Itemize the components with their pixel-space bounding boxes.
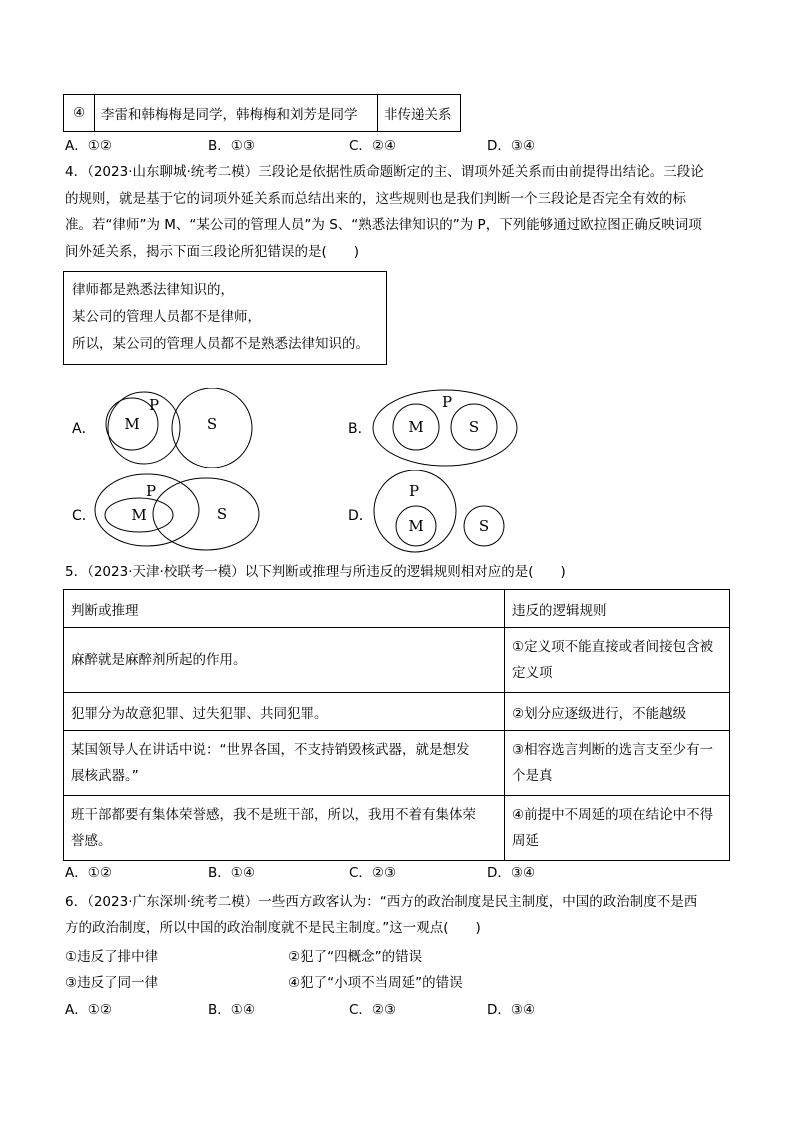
top-table — [63, 94, 461, 132]
option-c[interactable]: C．②④ — [349, 138, 397, 154]
option-a[interactable]: A．①② — [65, 138, 112, 154]
header-statement: 判断或推理 — [64, 590, 505, 628]
statement-cell: 班干部都要有集体荣誉感，我不是班干部，所以，我用不着有集体荣 誉感。 — [64, 796, 505, 861]
label-s: S — [206, 415, 218, 433]
label-s: S — [478, 517, 490, 535]
rule-cell: ②划分应逐级进行，不能越级 — [505, 693, 730, 731]
q5-table — [63, 589, 730, 861]
table-row — [64, 628, 730, 693]
choice-3: ③违反了同一律 — [65, 975, 159, 991]
option-b[interactable]: B．①④ — [208, 1002, 255, 1018]
q5-stem: 5．（2023·天津·校联考一模）以下判断或推理与所违反的逻辑规则相对应的是( ) — [65, 564, 566, 580]
circle-p — [108, 392, 180, 464]
header-rule: 违反的逻辑规则 — [505, 590, 730, 628]
option-a[interactable]: A．①② — [65, 865, 112, 881]
table-row — [64, 693, 730, 731]
option-b[interactable]: B．①④ — [208, 865, 255, 881]
statement-cell: 犯罪分为故意犯罪、过失犯罪、共同犯罪。 — [64, 693, 505, 731]
label-p: P — [408, 482, 420, 500]
euler-diagram-a[interactable] — [90, 388, 260, 468]
choice-2: ②犯了“四概念”的错误 — [288, 949, 423, 965]
option-d[interactable]: D．③④ — [487, 1002, 536, 1018]
q4-line: 间外延关系，揭示下面三段论所犯错误的是( ) — [65, 244, 360, 260]
ellipse-s — [153, 478, 259, 550]
option-b[interactable]: B．①③ — [208, 138, 255, 154]
label-s: S — [468, 418, 480, 436]
q4-line: 准。若“律师”为 M、“某公司的管理人员”为 S、“熟悉法律知识的”为 P，下列能够通过欧拉图正确反映词项 — [65, 217, 702, 233]
statement-cell: 麻醉就是麻醉剂所起的作用。 — [64, 628, 505, 693]
table-row — [64, 796, 730, 861]
label-p: P — [148, 396, 160, 414]
major-premise: 律师都是熟悉法律知识的， — [72, 282, 234, 298]
label-p: P — [441, 393, 453, 411]
rule-cell: ①定义项不能直接或者间接包含被 定义项 — [505, 628, 730, 693]
option-c-label[interactable]: C． — [72, 508, 96, 524]
row-number: ④ — [64, 95, 95, 132]
option-c[interactable]: C．②③ — [349, 1002, 397, 1018]
table-row — [64, 731, 730, 796]
choice-1: ①违反了排中律 — [65, 949, 159, 965]
table-row — [64, 95, 461, 132]
q6-line: 方的政治制度，所以中国的政治制度就不是民主制度。”这一观点( ) — [65, 920, 481, 936]
label-p: P — [145, 482, 157, 500]
option-d[interactable]: D．③④ — [487, 865, 536, 881]
option-b-label[interactable]: B． — [348, 421, 372, 437]
option-a-label[interactable]: A． — [72, 421, 96, 437]
label-m: M — [131, 506, 147, 524]
relation-type: 非传递关系 — [378, 95, 461, 132]
label-m: M — [408, 418, 424, 436]
euler-diagram-c[interactable] — [92, 472, 264, 554]
relation-example: 李雷和韩梅梅是同学，韩梅梅和刘芳是同学 — [95, 95, 378, 132]
label-s: S — [216, 505, 228, 523]
euler-diagram-d[interactable] — [370, 470, 510, 554]
label-m: M — [124, 415, 140, 433]
table-header-row — [64, 590, 730, 628]
label-m: M — [408, 517, 424, 535]
option-d[interactable]: D．③④ — [487, 138, 536, 154]
option-d-label[interactable]: D． — [348, 508, 373, 524]
rule-cell: ③相容选言判断的选言支至少有一 个是真 — [505, 731, 730, 796]
choice-4: ④犯了“小项不当周延”的错误 — [288, 975, 463, 991]
q4-line: 4．（2023·山东聊城·统考二模）三段论是依据性质命题断定的主、谓项外延关系而由前提得出结论。三段论 — [65, 164, 704, 180]
q6-line: 6．（2023·广东深圳·统考二模）一些西方政客认为：“西方的政治制度是民主制度，中国的政治制度不是西 — [65, 894, 698, 910]
syllogism-box — [63, 271, 387, 365]
option-c[interactable]: C．②③ — [349, 865, 397, 881]
euler-diagram-b[interactable] — [370, 388, 520, 470]
rule-cell: ④前提中不周延的项在结论中不得 周延 — [505, 796, 730, 861]
option-a[interactable]: A．①② — [65, 1002, 112, 1018]
minor-premise: 某公司的管理人员都不是律师， — [72, 309, 261, 325]
conclusion: 所以，某公司的管理人员都不是熟悉法律知识的。 — [72, 336, 369, 352]
q4-line: 的规则，就是基于它的词项外延关系而总结出来的，这些规则也是我们判断一个三段论是否完全有效的标 — [65, 191, 686, 207]
statement-cell: 某国领导人在讲话中说：“世界各国，不支持销毁核武器，就是想发 展核武器。” — [64, 731, 505, 796]
